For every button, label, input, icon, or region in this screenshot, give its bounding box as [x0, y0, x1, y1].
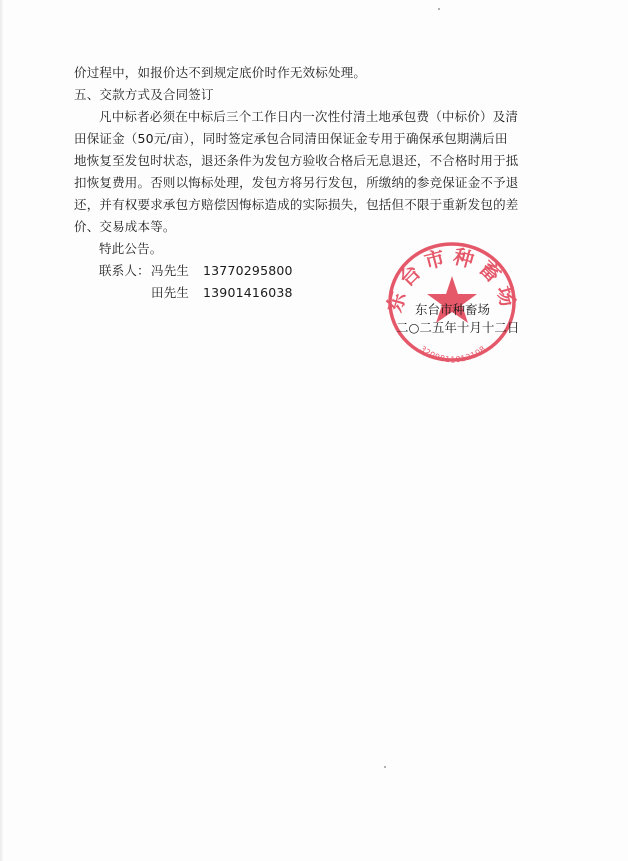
paragraph-line: 还，并有权要求承包方赔偿因悔标造成的实际损失，包括但不限于重新发包的差 [74, 197, 519, 212]
text-line: 价过程中，如报价达不到规定底价时作无效标处理。 [74, 65, 367, 80]
section-heading: 五、交款方式及合同签订 [74, 87, 214, 102]
signature-date: 二○二五年十月十二日 [396, 320, 520, 335]
paragraph-line: 扣恢复费用。否则以悔标处理，发包方将另行发包，所缴纳的参竞保证金不予退 [74, 175, 519, 190]
closing-text: 特此公告。 [99, 241, 163, 256]
paragraph-line: 凡中标者必须在中标后三个工作日内一次性付清土地承包费（中标价）及清 [99, 109, 519, 124]
seal-text-path: 东台市种畜场 [382, 243, 522, 315]
contact-phone: 13901416038 [203, 285, 293, 300]
paragraph-line: 价、交易成本等。 [74, 219, 176, 234]
contact-name: 冯先生 [151, 263, 190, 278]
contact-phone: 13770295800 [203, 263, 293, 278]
contact-name: 田先生 [151, 285, 190, 300]
seal-number-path: 3209811012108 [418, 344, 488, 365]
paragraph-line: 地恢复至发包时状态，退还条件为发包方验收合格后无息退还，不合格时用于抵 [74, 153, 519, 168]
scan-speck [384, 766, 386, 768]
seal-number [418, 344, 487, 364]
contact-label: 联系人： [99, 263, 150, 278]
signature-org: 东台市种畜场 [415, 302, 491, 317]
scan-speck [438, 8, 440, 10]
paragraph-line: 田保证金（50元/亩），同时签定承包合同清田保证金专用于确保承包期满后田 [74, 131, 508, 146]
